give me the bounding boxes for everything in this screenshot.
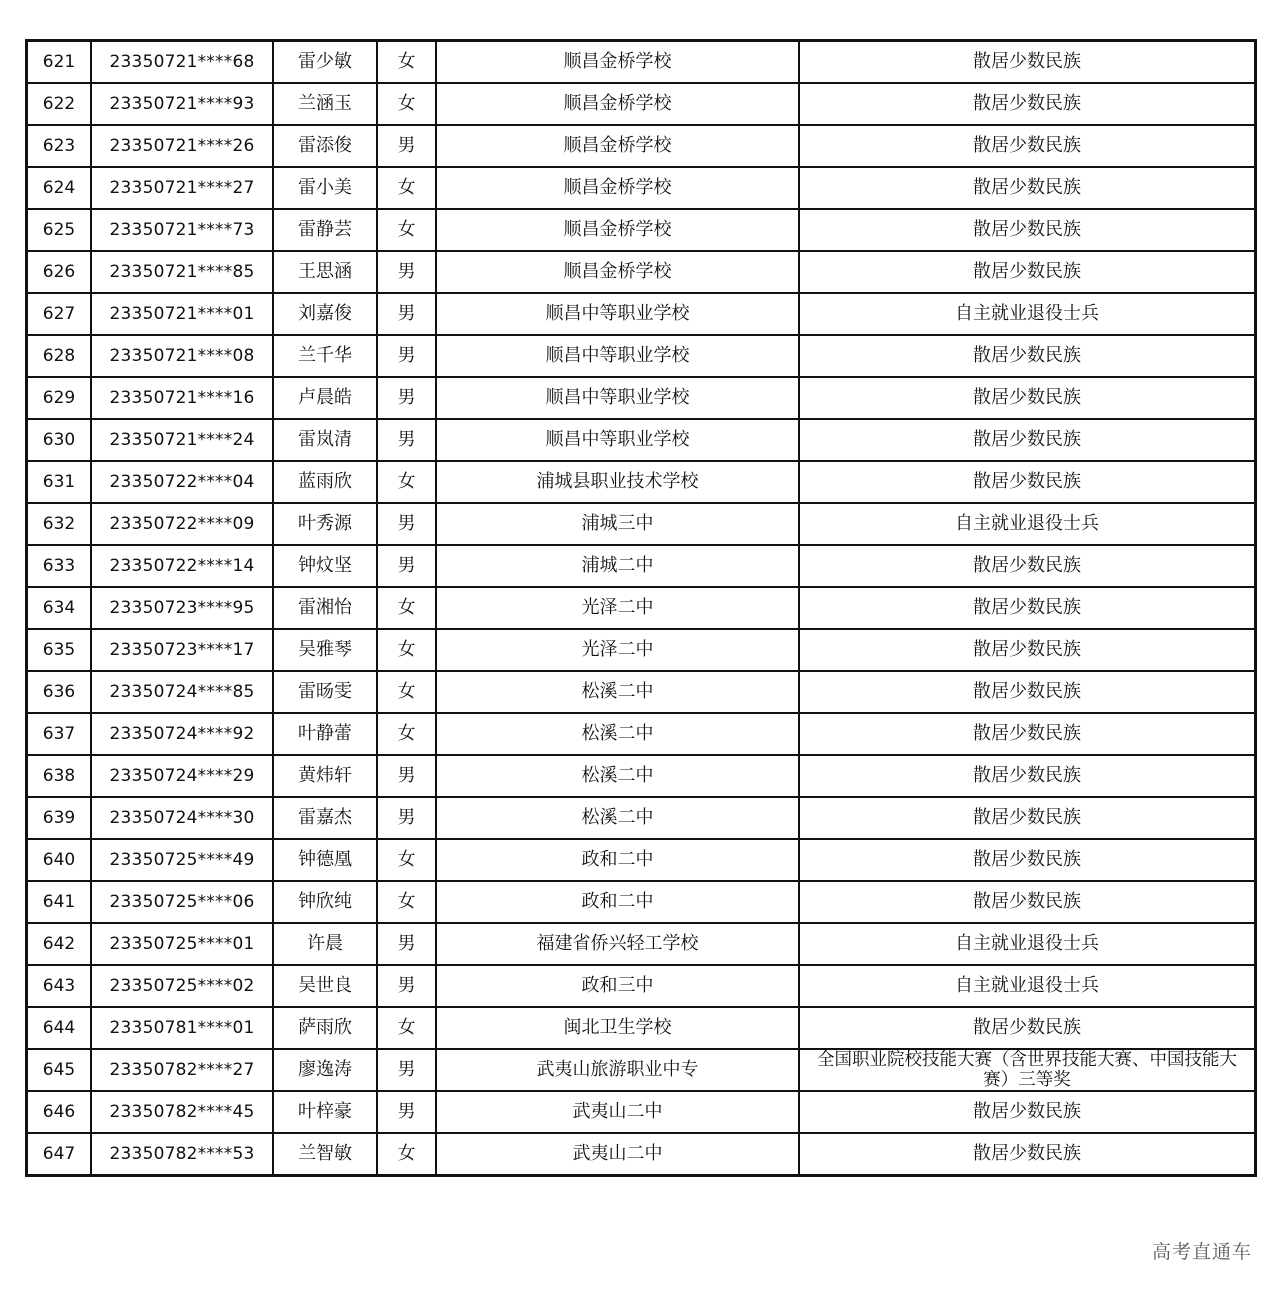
cell-student-name: 卢晨皓	[273, 377, 377, 419]
cell-serial-number: 624	[27, 167, 92, 209]
table-row	[27, 629, 1256, 671]
table-row	[27, 1091, 1256, 1133]
cell-school: 顺昌金桥学校	[436, 125, 799, 167]
cell-gender: 女	[377, 713, 436, 755]
table-row	[27, 419, 1256, 461]
cell-school: 福建省侨兴轻工学校	[436, 923, 799, 965]
cell-student-name: 许晨	[273, 923, 377, 965]
table-row	[27, 209, 1256, 251]
cell-student-name: 雷添俊	[273, 125, 377, 167]
student-table-body	[27, 41, 1256, 1176]
cell-gender: 男	[377, 1049, 436, 1091]
table-row	[27, 965, 1256, 1007]
cell-gender: 女	[377, 629, 436, 671]
cell-exam-id: 23350725****02	[91, 965, 273, 1007]
cell-serial-number: 641	[27, 881, 92, 923]
cell-school: 顺昌金桥学校	[436, 209, 799, 251]
cell-serial-number: 636	[27, 671, 92, 713]
cell-category: 散居少数民族	[799, 461, 1256, 503]
cell-student-name: 廖逸涛	[273, 1049, 377, 1091]
table-row	[27, 377, 1256, 419]
cell-category: 散居少数民族	[799, 167, 1256, 209]
table-row	[27, 1007, 1256, 1049]
cell-student-name: 雷少敏	[273, 41, 377, 84]
cell-serial-number: 633	[27, 545, 92, 587]
cell-gender: 男	[377, 293, 436, 335]
cell-category: 散居少数民族	[799, 587, 1256, 629]
cell-school: 光泽二中	[436, 629, 799, 671]
cell-student-name: 吴雅琴	[273, 629, 377, 671]
cell-school: 松溪二中	[436, 797, 799, 839]
cell-exam-id: 23350721****93	[91, 83, 273, 125]
cell-student-name: 雷小美	[273, 167, 377, 209]
cell-category: 散居少数民族	[799, 377, 1256, 419]
cell-school: 浦城县职业技术学校	[436, 461, 799, 503]
cell-gender: 男	[377, 503, 436, 545]
cell-category: 自主就业退役士兵	[799, 293, 1256, 335]
cell-school: 武夷山旅游职业中专	[436, 1049, 799, 1091]
cell-gender: 女	[377, 1007, 436, 1049]
cell-serial-number: 629	[27, 377, 92, 419]
cell-student-name: 雷旸雯	[273, 671, 377, 713]
cell-school: 闽北卫生学校	[436, 1007, 799, 1049]
cell-school: 浦城二中	[436, 545, 799, 587]
cell-gender: 女	[377, 41, 436, 84]
table-row	[27, 293, 1256, 335]
cell-gender: 男	[377, 335, 436, 377]
cell-category: 散居少数民族	[799, 629, 1256, 671]
cell-category: 散居少数民族	[799, 545, 1256, 587]
cell-exam-id: 23350722****04	[91, 461, 273, 503]
cell-exam-id: 23350722****09	[91, 503, 273, 545]
cell-exam-id: 23350721****24	[91, 419, 273, 461]
cell-school: 光泽二中	[436, 587, 799, 629]
cell-student-name: 黄炜轩	[273, 755, 377, 797]
cell-school: 政和三中	[436, 965, 799, 1007]
cell-category: 散居少数民族	[799, 755, 1256, 797]
cell-category: 自主就业退役士兵	[799, 923, 1256, 965]
table-row	[27, 167, 1256, 209]
cell-gender: 男	[377, 965, 436, 1007]
student-list-sheet	[25, 39, 1257, 1177]
cell-gender: 男	[377, 797, 436, 839]
cell-school: 顺昌金桥学校	[436, 167, 799, 209]
cell-gender: 男	[377, 755, 436, 797]
cell-exam-id: 23350724****29	[91, 755, 273, 797]
cell-gender: 女	[377, 461, 436, 503]
cell-student-name: 蓝雨欣	[273, 461, 377, 503]
cell-category: 散居少数民族	[799, 671, 1256, 713]
cell-student-name: 雷湘怡	[273, 587, 377, 629]
cell-category: 散居少数民族	[799, 1133, 1256, 1176]
cell-exam-id: 23350721****68	[91, 41, 273, 84]
cell-gender: 女	[377, 839, 436, 881]
cell-gender: 男	[377, 251, 436, 293]
cell-gender: 男	[377, 1091, 436, 1133]
cell-category: 散居少数民族	[799, 1091, 1256, 1133]
cell-category: 自主就业退役士兵	[799, 965, 1256, 1007]
cell-exam-id: 23350723****95	[91, 587, 273, 629]
cell-serial-number: 645	[27, 1049, 92, 1091]
table-row	[27, 839, 1256, 881]
cell-exam-id: 23350721****85	[91, 251, 273, 293]
cell-category: 全国职业院校技能大赛（含世界技能大赛、中国技能大赛）三等奖	[799, 1049, 1256, 1091]
cell-student-name: 王思涵	[273, 251, 377, 293]
cell-student-name: 刘嘉俊	[273, 293, 377, 335]
table-row	[27, 545, 1256, 587]
cell-student-name: 叶秀源	[273, 503, 377, 545]
cell-serial-number: 643	[27, 965, 92, 1007]
cell-exam-id: 23350721****01	[91, 293, 273, 335]
table-row	[27, 713, 1256, 755]
cell-school: 松溪二中	[436, 755, 799, 797]
cell-exam-id: 23350724****92	[91, 713, 273, 755]
table-row	[27, 923, 1256, 965]
cell-exam-id: 23350725****06	[91, 881, 273, 923]
cell-gender: 男	[377, 125, 436, 167]
cell-exam-id: 23350782****53	[91, 1133, 273, 1176]
cell-student-name: 兰智敏	[273, 1133, 377, 1176]
cell-student-name: 雷嘉杰	[273, 797, 377, 839]
cell-serial-number: 622	[27, 83, 92, 125]
cell-exam-id: 23350724****85	[91, 671, 273, 713]
cell-serial-number: 647	[27, 1133, 92, 1176]
cell-student-name: 叶静蕾	[273, 713, 377, 755]
cell-school: 顺昌中等职业学校	[436, 419, 799, 461]
table-row	[27, 797, 1256, 839]
cell-category: 散居少数民族	[799, 713, 1256, 755]
cell-serial-number: 639	[27, 797, 92, 839]
cell-exam-id: 23350723****17	[91, 629, 273, 671]
cell-student-name: 萨雨欣	[273, 1007, 377, 1049]
cell-exam-id: 23350721****73	[91, 209, 273, 251]
cell-gender: 男	[377, 923, 436, 965]
cell-serial-number: 644	[27, 1007, 92, 1049]
cell-exam-id: 23350781****01	[91, 1007, 273, 1049]
cell-gender: 女	[377, 167, 436, 209]
cell-serial-number: 635	[27, 629, 92, 671]
cell-exam-id: 23350782****27	[91, 1049, 273, 1091]
cell-serial-number: 623	[27, 125, 92, 167]
student-table	[25, 39, 1257, 1177]
cell-student-name: 钟炆坚	[273, 545, 377, 587]
cell-school: 松溪二中	[436, 713, 799, 755]
cell-school: 顺昌金桥学校	[436, 251, 799, 293]
cell-category: 散居少数民族	[799, 797, 1256, 839]
cell-student-name: 兰千华	[273, 335, 377, 377]
table-row	[27, 671, 1256, 713]
cell-school: 顺昌中等职业学校	[436, 377, 799, 419]
cell-school: 政和二中	[436, 881, 799, 923]
cell-student-name: 钟德凰	[273, 839, 377, 881]
cell-serial-number: 631	[27, 461, 92, 503]
cell-category: 散居少数民族	[799, 1007, 1256, 1049]
cell-exam-id: 23350725****01	[91, 923, 273, 965]
cell-student-name: 吴世良	[273, 965, 377, 1007]
cell-category: 散居少数民族	[799, 335, 1256, 377]
cell-serial-number: 634	[27, 587, 92, 629]
cell-category: 自主就业退役士兵	[799, 503, 1256, 545]
table-row	[27, 461, 1256, 503]
cell-serial-number: 627	[27, 293, 92, 335]
cell-school: 政和二中	[436, 839, 799, 881]
cell-student-name: 雷岚清	[273, 419, 377, 461]
cell-student-name: 钟欣纯	[273, 881, 377, 923]
table-row	[27, 1049, 1256, 1091]
table-row	[27, 881, 1256, 923]
cell-gender: 男	[377, 545, 436, 587]
cell-exam-id: 23350721****08	[91, 335, 273, 377]
table-row	[27, 1133, 1256, 1176]
table-row	[27, 125, 1256, 167]
cell-gender: 女	[377, 83, 436, 125]
cell-student-name: 雷静芸	[273, 209, 377, 251]
watermark: 高考直通车	[1151, 1241, 1252, 1263]
cell-gender: 女	[377, 1133, 436, 1176]
cell-school: 顺昌金桥学校	[436, 83, 799, 125]
cell-category: 散居少数民族	[799, 83, 1256, 125]
cell-category: 散居少数民族	[799, 41, 1256, 84]
cell-category: 散居少数民族	[799, 839, 1256, 881]
cell-category: 散居少数民族	[799, 209, 1256, 251]
cell-student-name: 叶梓豪	[273, 1091, 377, 1133]
cell-serial-number: 638	[27, 755, 92, 797]
cell-gender: 女	[377, 671, 436, 713]
cell-school: 松溪二中	[436, 671, 799, 713]
cell-category: 散居少数民族	[799, 125, 1256, 167]
cell-gender: 女	[377, 209, 436, 251]
table-row	[27, 335, 1256, 377]
table-row	[27, 587, 1256, 629]
cell-gender: 男	[377, 377, 436, 419]
cell-serial-number: 637	[27, 713, 92, 755]
cell-serial-number: 632	[27, 503, 92, 545]
cell-school: 武夷山二中	[436, 1091, 799, 1133]
cell-serial-number: 646	[27, 1091, 92, 1133]
cell-category: 散居少数民族	[799, 881, 1256, 923]
table-row	[27, 251, 1256, 293]
cell-exam-id: 23350721****27	[91, 167, 273, 209]
cell-serial-number: 625	[27, 209, 92, 251]
table-row	[27, 83, 1256, 125]
cell-exam-id: 23350722****14	[91, 545, 273, 587]
cell-gender: 女	[377, 587, 436, 629]
table-row	[27, 41, 1256, 84]
cell-school: 武夷山二中	[436, 1133, 799, 1176]
cell-exam-id: 23350725****49	[91, 839, 273, 881]
cell-school: 顺昌金桥学校	[436, 41, 799, 84]
cell-serial-number: 621	[27, 41, 92, 84]
table-row	[27, 503, 1256, 545]
cell-gender: 女	[377, 881, 436, 923]
cell-school: 顺昌中等职业学校	[436, 293, 799, 335]
cell-exam-id: 23350721****26	[91, 125, 273, 167]
table-row	[27, 755, 1256, 797]
cell-serial-number: 630	[27, 419, 92, 461]
cell-serial-number: 642	[27, 923, 92, 965]
cell-exam-id: 23350721****16	[91, 377, 273, 419]
cell-category: 散居少数民族	[799, 251, 1256, 293]
cell-category: 散居少数民族	[799, 419, 1256, 461]
cell-school: 顺昌中等职业学校	[436, 335, 799, 377]
cell-gender: 男	[377, 419, 436, 461]
cell-serial-number: 640	[27, 839, 92, 881]
cell-exam-id: 23350782****45	[91, 1091, 273, 1133]
cell-exam-id: 23350724****30	[91, 797, 273, 839]
cell-serial-number: 626	[27, 251, 92, 293]
cell-school: 浦城三中	[436, 503, 799, 545]
cell-serial-number: 628	[27, 335, 92, 377]
cell-student-name: 兰涵玉	[273, 83, 377, 125]
